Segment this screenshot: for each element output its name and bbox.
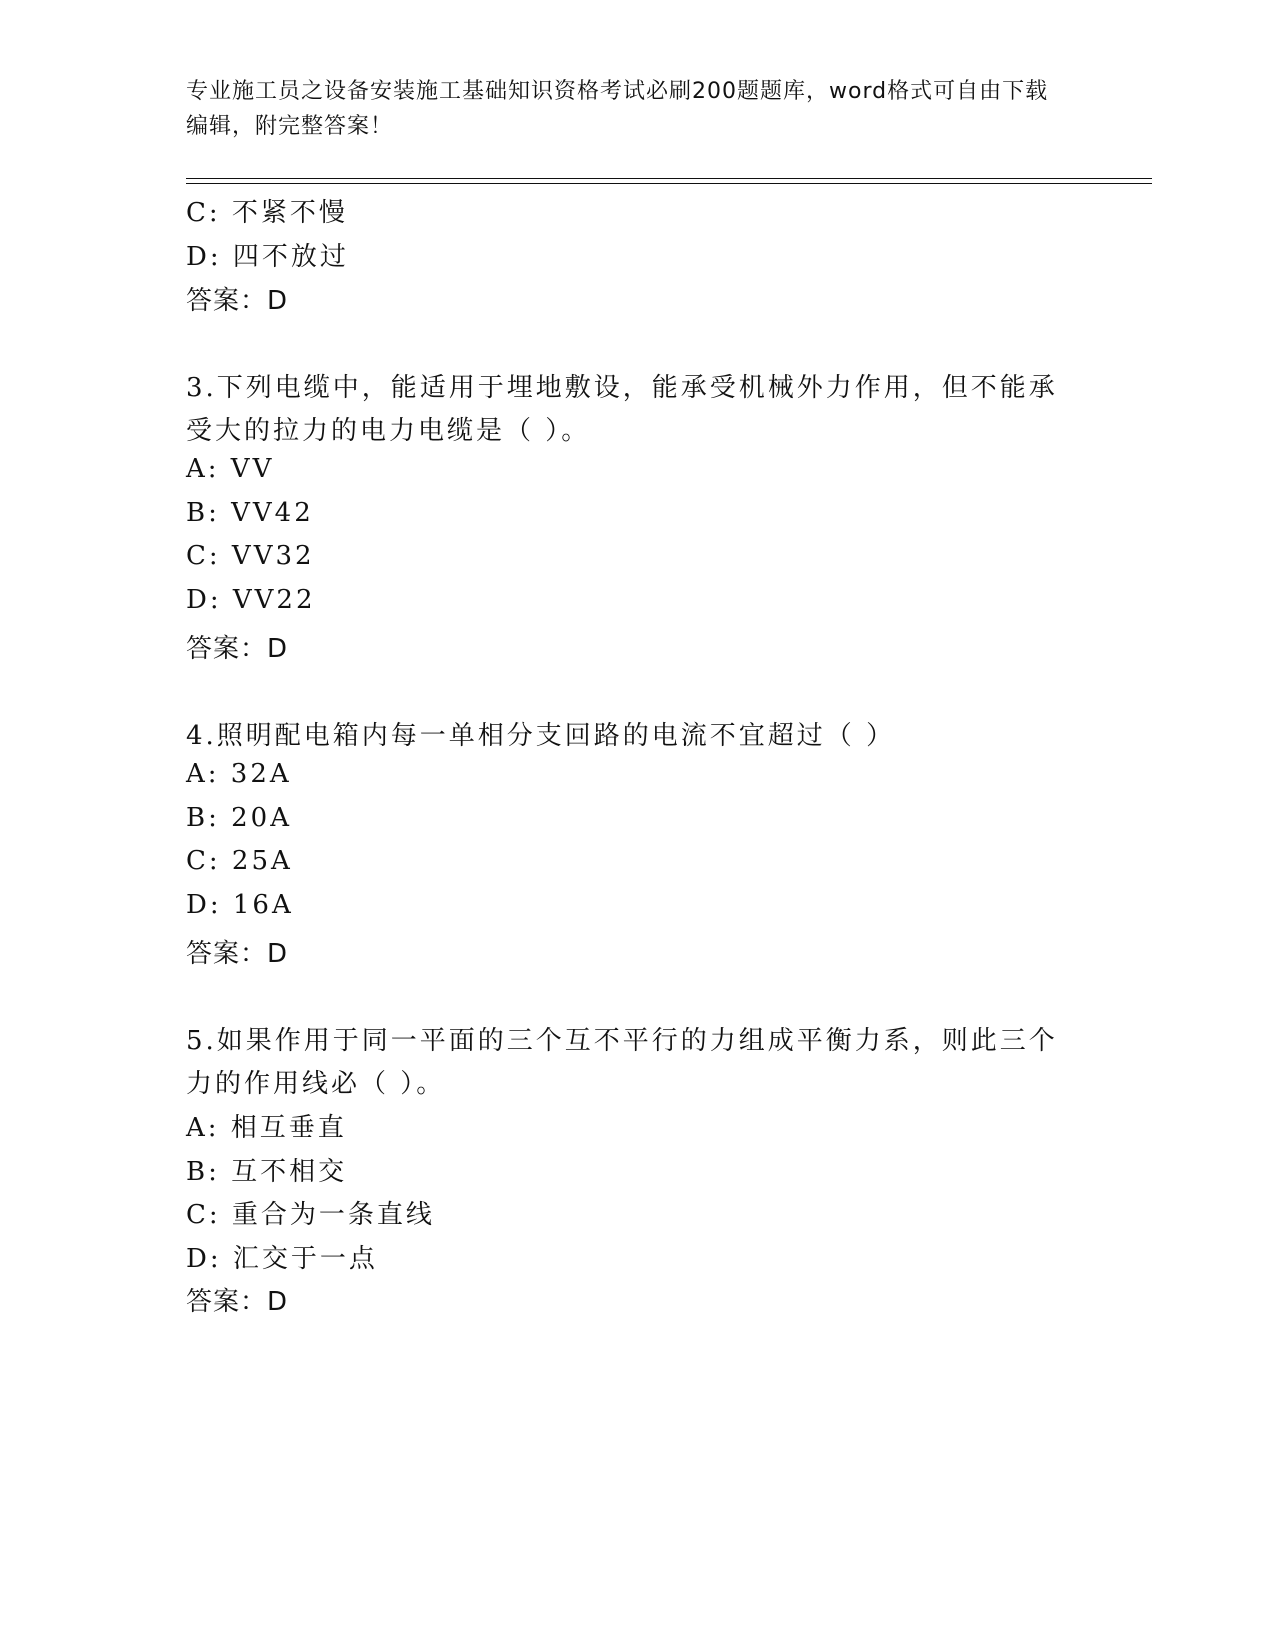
q5-answer: 答案：D	[186, 1287, 289, 1317]
q2-answer: 答案：D	[186, 286, 289, 316]
q4-option-b: B: 20A	[186, 803, 292, 833]
q5-option-c: C: 重合为一条直线	[186, 1200, 435, 1230]
q4-answer: 答案：D	[186, 939, 289, 969]
q3-option-d: D: VV22	[186, 585, 316, 615]
q3-option-c: C: VV32	[186, 541, 315, 571]
q5-option-d: D: 汇交于一点	[186, 1244, 378, 1274]
document-header: 专业施工员之设备安装施工基础知识资格考试必刷200题题库，word格式可自由下载编辑，附完整答案！	[186, 79, 1049, 139]
q3-question-line2: 受大的拉力的电力电缆是（ ）。	[186, 416, 591, 446]
q5-question-line2: 力的作用线必（ ）。	[186, 1069, 446, 1099]
q5-question-line1: 5.如果作用于同一平面的三个互不平行的力组成平衡力系，则此三个	[186, 1026, 1058, 1056]
q4-option-c: C: 25A	[186, 846, 293, 876]
q3-option-b: B: VV42	[186, 498, 314, 528]
q2-option-d: D: 四不放过	[186, 242, 349, 272]
q3-option-a: A: VV	[186, 454, 275, 484]
q3-question-line1: 3.下列电缆中，能适用于埋地敷设，能承受机械外力作用，但不能承	[186, 373, 1058, 403]
q3-answer: 答案：D	[186, 634, 289, 664]
q4-option-a: A: 32A	[186, 759, 292, 789]
q4-question-line1: 4.照明配电箱内每一单相分支回路的电流不宜超过（ ）	[186, 721, 896, 751]
q5-option-b: B: 互不相交	[186, 1157, 348, 1187]
q4-option-d: D: 16A	[186, 890, 294, 920]
header-divider-bottom	[186, 183, 1152, 184]
q2-option-c: C: 不紧不慢	[186, 198, 348, 228]
q5-option-a: A: 相互垂直	[186, 1113, 347, 1143]
header-divider-top	[186, 178, 1152, 179]
